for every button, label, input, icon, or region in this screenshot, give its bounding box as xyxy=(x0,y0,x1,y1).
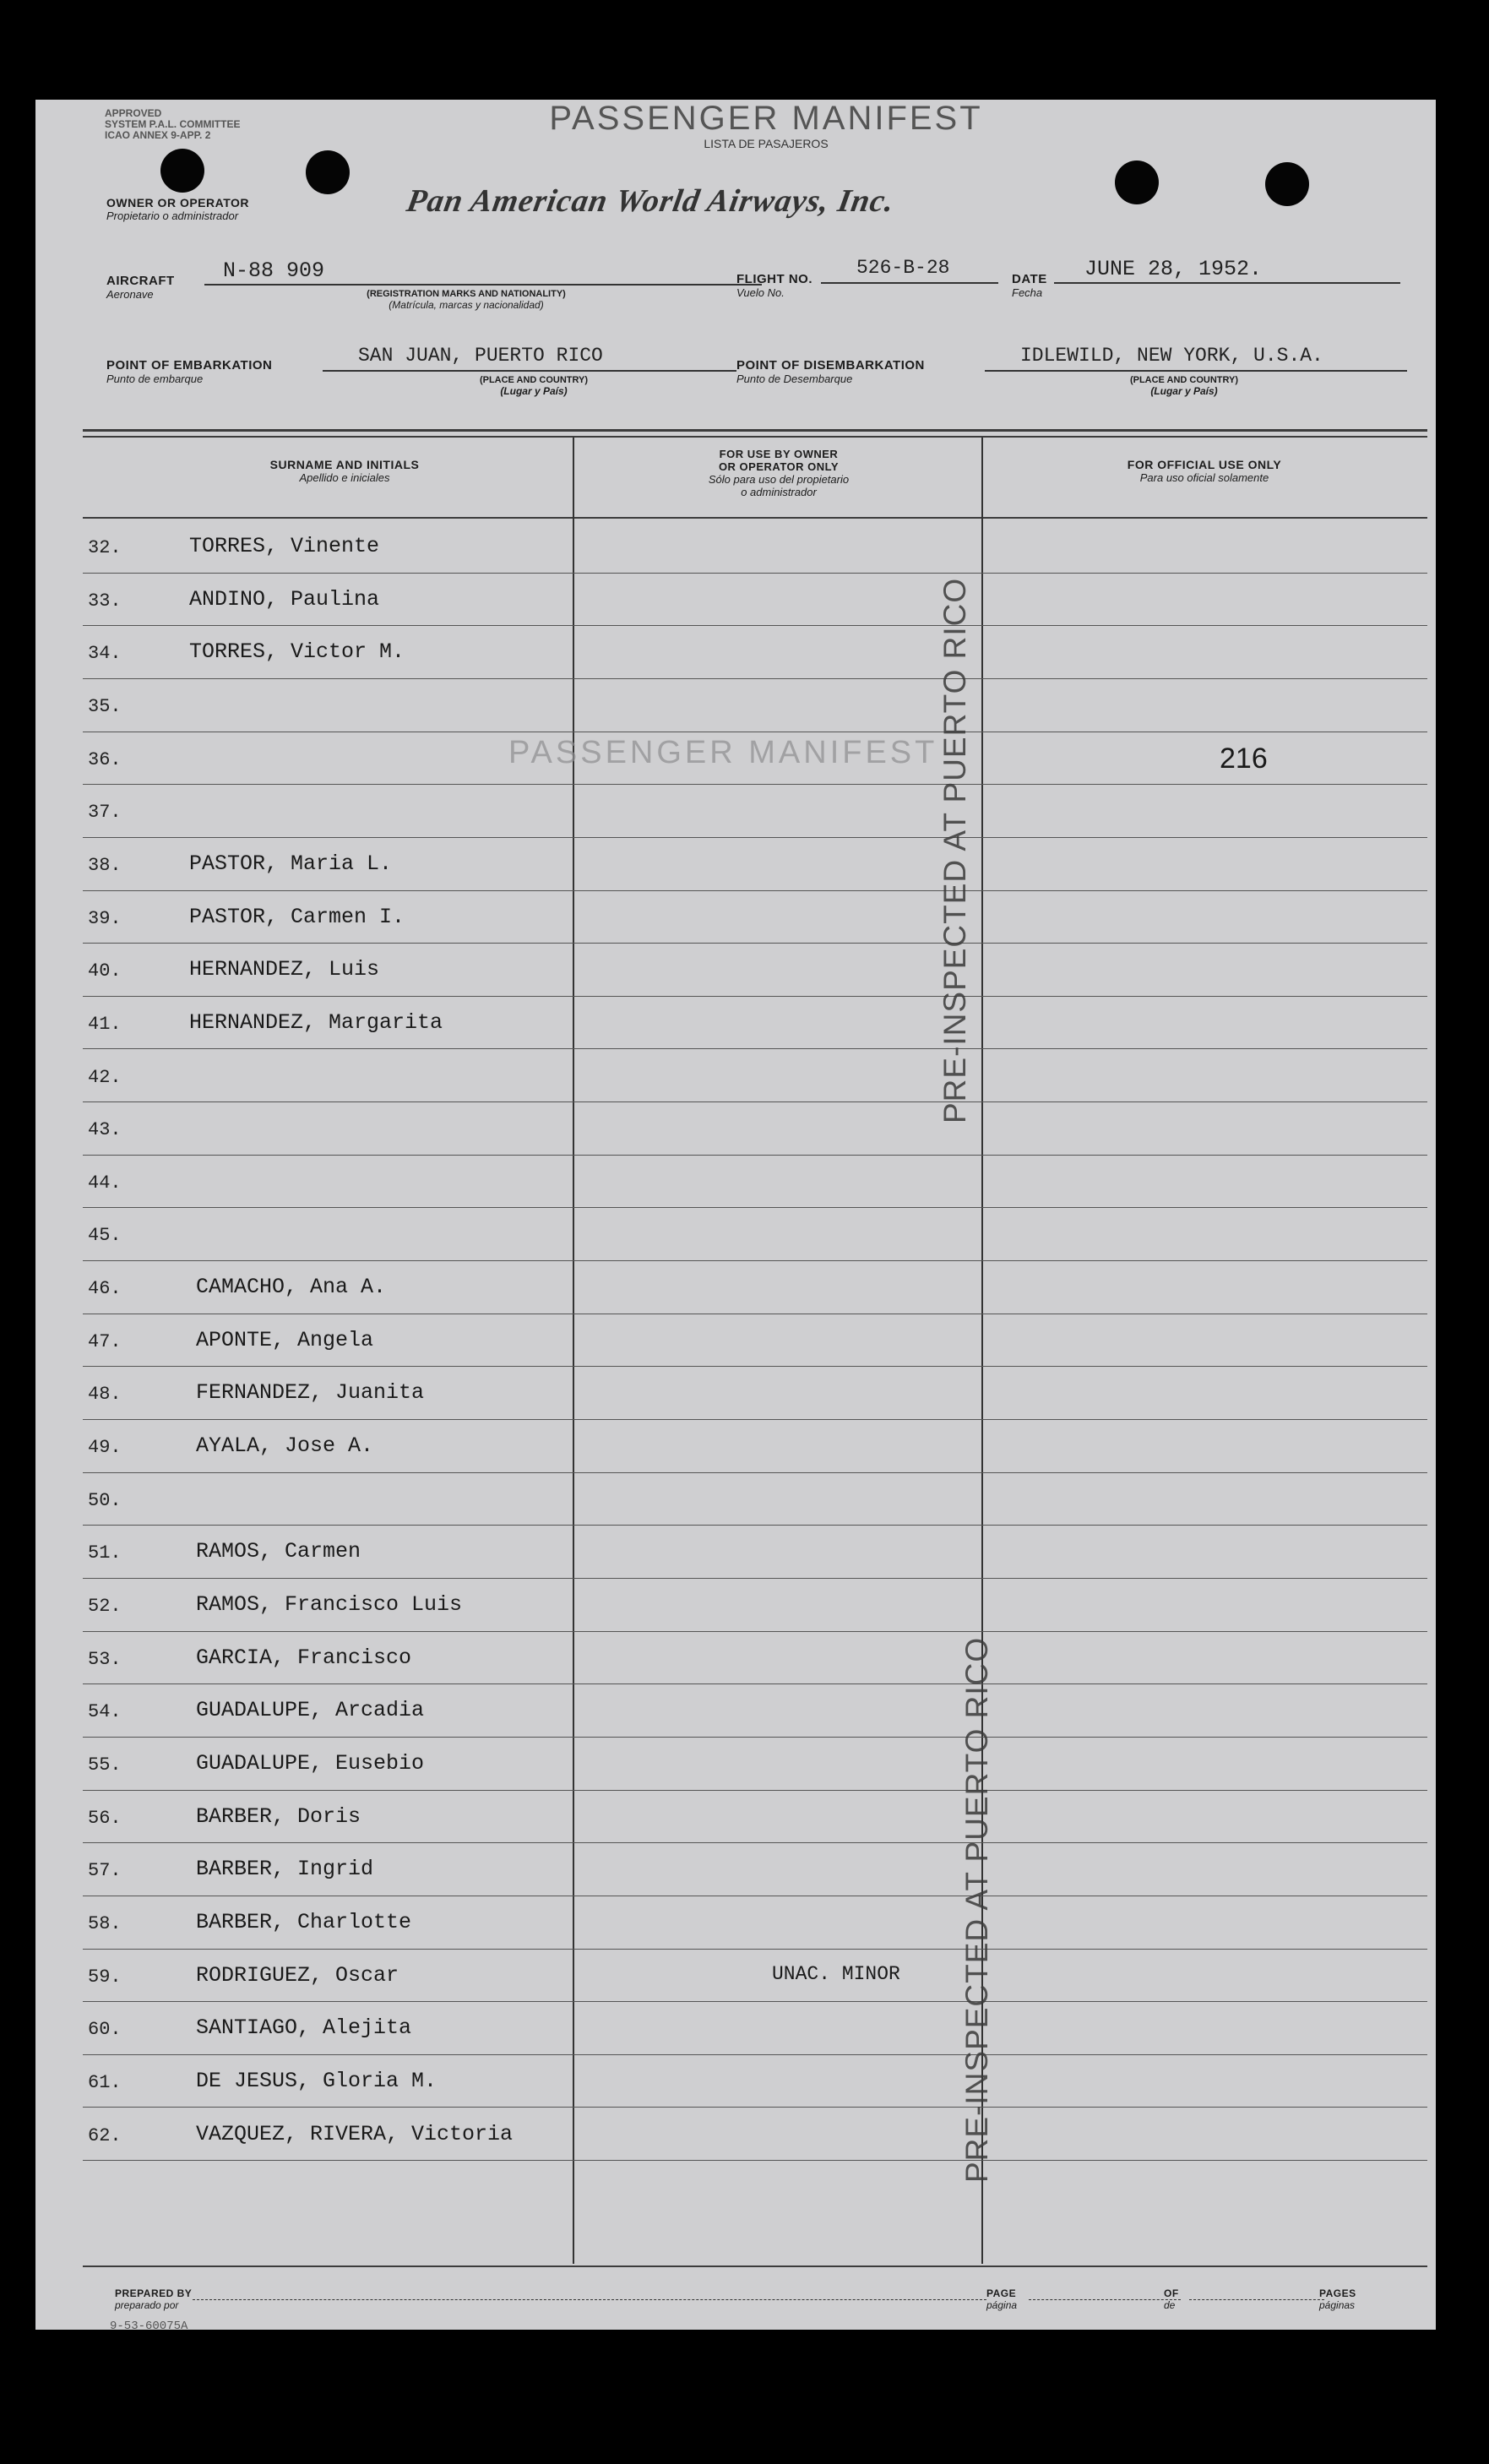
row-number: 56. xyxy=(88,1807,122,1829)
passenger-name: GUADALUPE, Eusebio xyxy=(196,1750,425,1776)
approved-line: SYSTEM P.A.L. COMMITTEE xyxy=(105,118,241,130)
page-line xyxy=(1029,2299,1181,2300)
header-bottom-rule xyxy=(83,517,1427,519)
date-line xyxy=(1054,282,1400,284)
row-number: 45. xyxy=(88,1225,122,1247)
table-row xyxy=(83,1102,1427,1156)
table-row xyxy=(83,1579,1427,1632)
row-number: 50. xyxy=(88,1489,122,1511)
passenger-name: HERNANDEZ, Luis xyxy=(189,957,380,982)
table-row xyxy=(83,626,1427,679)
table-row xyxy=(83,944,1427,997)
punch-hole xyxy=(160,149,204,193)
disembark-label: POINT OF DISEMBARKATION Punto de Desembarque xyxy=(736,358,925,385)
flight-line xyxy=(821,282,998,284)
table-row xyxy=(83,520,1427,574)
row-number: 54. xyxy=(88,1701,122,1723)
row-number: 47. xyxy=(88,1330,122,1352)
passenger-name: AYALA, Jose A. xyxy=(196,1433,374,1459)
pre-inspected-stamp: PRE-INSPECTED AT PUERTO RICO xyxy=(937,577,972,1123)
passenger-name: BARBER, Doris xyxy=(196,1803,361,1829)
passenger-name: DE JESUS, Gloria M. xyxy=(196,2068,437,2093)
table-row xyxy=(83,2002,1427,2055)
col-header-owner: FOR USE BY OWNER OR OPERATOR ONLY Sólo para uso del propietario o administrador xyxy=(708,448,850,498)
col-header-official: FOR OFFICIAL USE ONLY Para uso oficial solamente xyxy=(1127,458,1282,484)
row-number: 55. xyxy=(88,1754,122,1776)
table-row xyxy=(83,1156,1427,1209)
col-header-surname: SURNAME AND INITIALS Apellido e iniciales xyxy=(269,458,420,484)
embark-line xyxy=(323,370,736,372)
prepared-line xyxy=(193,2299,986,2300)
table-row xyxy=(83,1420,1427,1473)
punch-hole xyxy=(1115,160,1159,204)
row-number: 44. xyxy=(88,1172,122,1194)
passenger-name: RODRIGUEZ, Oscar xyxy=(196,1962,399,1988)
table-row xyxy=(83,1684,1427,1738)
page-label: PAGE página xyxy=(986,2287,1018,2311)
table-row xyxy=(83,997,1427,1050)
passenger-name: GUADALUPE, Arcadia xyxy=(196,1698,425,1723)
row-number: 33. xyxy=(88,590,122,612)
table-row xyxy=(83,1050,1427,1103)
official-note: 216 xyxy=(1220,742,1268,775)
table-row xyxy=(83,2108,1427,2162)
table-top-rule xyxy=(83,429,1427,432)
row-number: 62. xyxy=(88,2124,122,2146)
passenger-name: RAMOS, Francisco Luis xyxy=(196,1592,463,1617)
owner-note: UNAC. MINOR xyxy=(772,1962,900,1985)
row-number: 34. xyxy=(88,643,122,665)
table-top-rule xyxy=(83,436,1427,438)
table-row xyxy=(83,1526,1427,1579)
row-divider xyxy=(83,2160,1427,2161)
row-number: 35. xyxy=(88,695,122,717)
row-number: 42. xyxy=(88,1066,122,1088)
approved-block xyxy=(105,108,240,141)
airline-name: Pan American World Airways, Inc. xyxy=(404,183,898,219)
approved-line: APPROVED xyxy=(105,107,162,119)
pre-inspected-stamp: PRE-INSPECTED AT PUERTO RICO xyxy=(959,1636,994,2183)
flight-label: FLIGHT NO. Vuelo No. xyxy=(736,272,812,299)
row-number: 51. xyxy=(88,1542,122,1564)
prepared-label: PREPARED BY preparado por xyxy=(115,2287,193,2311)
embark-place-note: (PLACE AND COUNTRY) (Lugar y País) xyxy=(479,375,589,397)
table-row xyxy=(83,679,1427,732)
punch-hole xyxy=(306,150,350,194)
manifest-sheet xyxy=(35,100,1436,2333)
row-number: 59. xyxy=(88,1966,122,1988)
row-number: 60. xyxy=(88,2019,122,2041)
of-label: OF de xyxy=(1164,2287,1179,2311)
table-bottom-rule xyxy=(83,2265,1427,2267)
table-row xyxy=(83,1896,1427,1950)
passenger-name: TORRES, Vinente xyxy=(189,534,380,558)
table-row xyxy=(83,1261,1427,1314)
passenger-name: BARBER, Charlotte xyxy=(196,1909,412,1934)
form-number: 9-53-60075A xyxy=(110,2320,188,2333)
row-number: 57. xyxy=(88,1860,122,1882)
approved-line: ICAO ANNEX 9-APP. 2 xyxy=(105,129,211,141)
row-number: 32. xyxy=(88,537,122,558)
row-number: 58. xyxy=(88,1912,122,1934)
date-label: DATE Fecha xyxy=(1012,272,1047,299)
table-row xyxy=(83,1738,1427,1791)
passenger-name: TORRES, Victor M. xyxy=(189,639,405,665)
passenger-name: PASTOR, Maria L. xyxy=(189,851,393,876)
passenger-name: HERNANDEZ, Margarita xyxy=(189,1009,443,1035)
table-row xyxy=(83,785,1427,838)
table-row xyxy=(83,1473,1427,1526)
punch-hole xyxy=(1265,162,1309,206)
owner-label: OWNER OR OPERATOR Propietario o administrador xyxy=(106,196,249,222)
flight-value: 526-B-28 xyxy=(856,257,950,279)
passenger-name: ANDINO, Paulina xyxy=(189,586,380,612)
table-row xyxy=(83,838,1427,891)
of-line xyxy=(1189,2299,1324,2300)
row-number: 49. xyxy=(88,1437,122,1459)
disembark-value: IDLEWILD, NEW YORK, U.S.A. xyxy=(1020,345,1323,367)
row-number: 48. xyxy=(88,1384,122,1406)
passenger-name: CAMACHO, Ana A. xyxy=(196,1275,387,1300)
row-number: 40. xyxy=(88,960,122,982)
passenger-name: FERNANDEZ, Juanita xyxy=(196,1380,425,1406)
row-number: 52. xyxy=(88,1596,122,1617)
table-row xyxy=(83,1791,1427,1844)
embark-label: POINT OF EMBARKATION Punto de embarque xyxy=(106,358,273,385)
embark-value: SAN JUAN, PUERTO RICO xyxy=(358,345,603,367)
row-number: 61. xyxy=(88,2071,122,2093)
row-number: 46. xyxy=(88,1278,122,1300)
table-row xyxy=(83,1950,1427,2003)
passenger-name: APONTE, Angela xyxy=(196,1327,374,1352)
registration-note: (REGISTRATION MARKS AND NATIONALITY) (Matrícula, marcas y nacionalidad) xyxy=(367,289,566,311)
table-row xyxy=(83,1208,1427,1261)
faint-stamp: PASSENGER MANIFEST xyxy=(508,735,938,770)
row-number: 41. xyxy=(88,1013,122,1035)
aircraft-value: N-88 909 xyxy=(223,258,325,283)
date-value: JUNE 28, 1952. xyxy=(1084,257,1263,281)
table-row xyxy=(83,2055,1427,2108)
passenger-name: RAMOS, Carmen xyxy=(196,1539,361,1564)
table-row xyxy=(83,1632,1427,1685)
disembark-line xyxy=(985,370,1407,372)
table-row xyxy=(83,891,1427,944)
passenger-name: GARCIA, Francisco xyxy=(196,1645,412,1670)
passenger-name: PASTOR, Carmen I. xyxy=(189,904,405,929)
table-row xyxy=(83,1367,1427,1420)
disembark-place-note: (PLACE AND COUNTRY) (Lugar y País) xyxy=(1129,375,1239,397)
page-title: PASSENGER MANIFEST xyxy=(549,100,983,137)
row-number: 36. xyxy=(88,748,122,770)
row-number: 43. xyxy=(88,1119,122,1141)
row-number: 39. xyxy=(88,907,122,929)
passenger-name: SANTIAGO, Alejita xyxy=(196,2015,412,2041)
aircraft-line xyxy=(204,284,762,286)
pages-label: PAGES páginas xyxy=(1319,2287,1356,2311)
row-number: 38. xyxy=(88,854,122,876)
table-row xyxy=(83,1314,1427,1368)
page-subtitle: LISTA DE PASAJEROS xyxy=(704,137,829,150)
aircraft-label: AIRCRAFT Aeronave xyxy=(106,274,175,301)
passenger-name: BARBER, Ingrid xyxy=(196,1857,374,1882)
table-row xyxy=(83,574,1427,627)
passenger-name: VAZQUEZ, RIVERA, Victoria xyxy=(196,2121,514,2146)
table-row xyxy=(83,1843,1427,1896)
row-number: 37. xyxy=(88,802,122,824)
row-number: 53. xyxy=(88,1648,122,1670)
